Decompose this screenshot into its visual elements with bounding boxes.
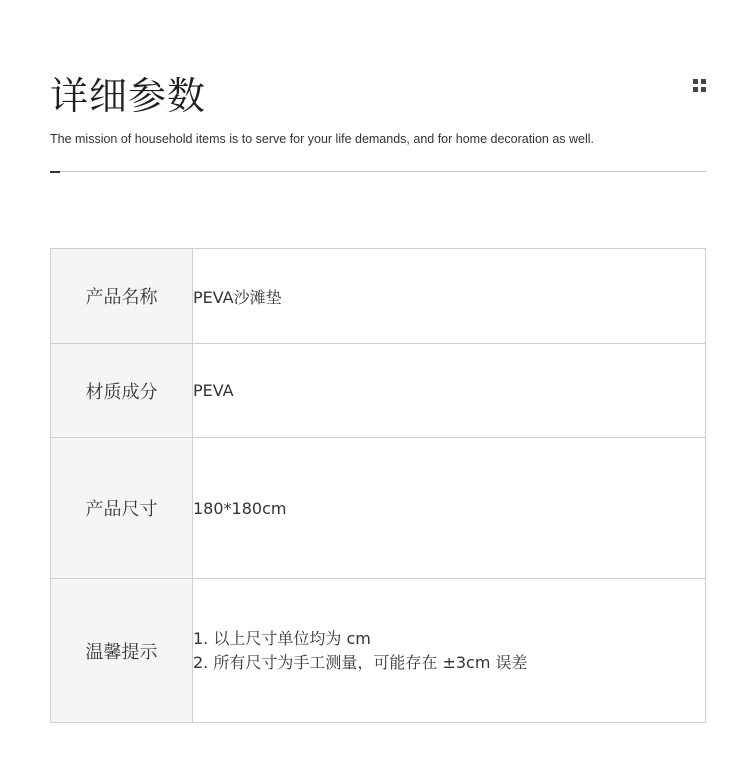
page-subtitle: The mission of household items is to serve for your life demands, and for home decoration as well. (50, 132, 595, 146)
note-line: 2. 所有尺寸为手工测量，可能存在 ±3cm 误差 (193, 652, 528, 672)
table-row (51, 344, 706, 438)
row-label: 温馨提示 (51, 579, 193, 723)
table-row (51, 579, 706, 723)
table-row (51, 249, 706, 344)
row-label: 材质成分 (51, 344, 193, 438)
row-label: 产品尺寸 (51, 438, 193, 579)
divider (50, 171, 706, 172)
note-line: 1. 以上尺寸单位均为 cm (193, 628, 371, 648)
table-row (51, 438, 706, 579)
row-value: PEVA (193, 344, 706, 438)
divider-accent (50, 171, 60, 173)
spec-table (50, 248, 706, 723)
row-value (193, 579, 706, 723)
row-value: PEVA沙滩垫 (193, 249, 706, 344)
row-value: 180*180cm (193, 438, 706, 579)
page-title: 详细参数 (50, 74, 207, 118)
row-label: 产品名称 (51, 249, 193, 344)
grid-icon (693, 79, 707, 93)
